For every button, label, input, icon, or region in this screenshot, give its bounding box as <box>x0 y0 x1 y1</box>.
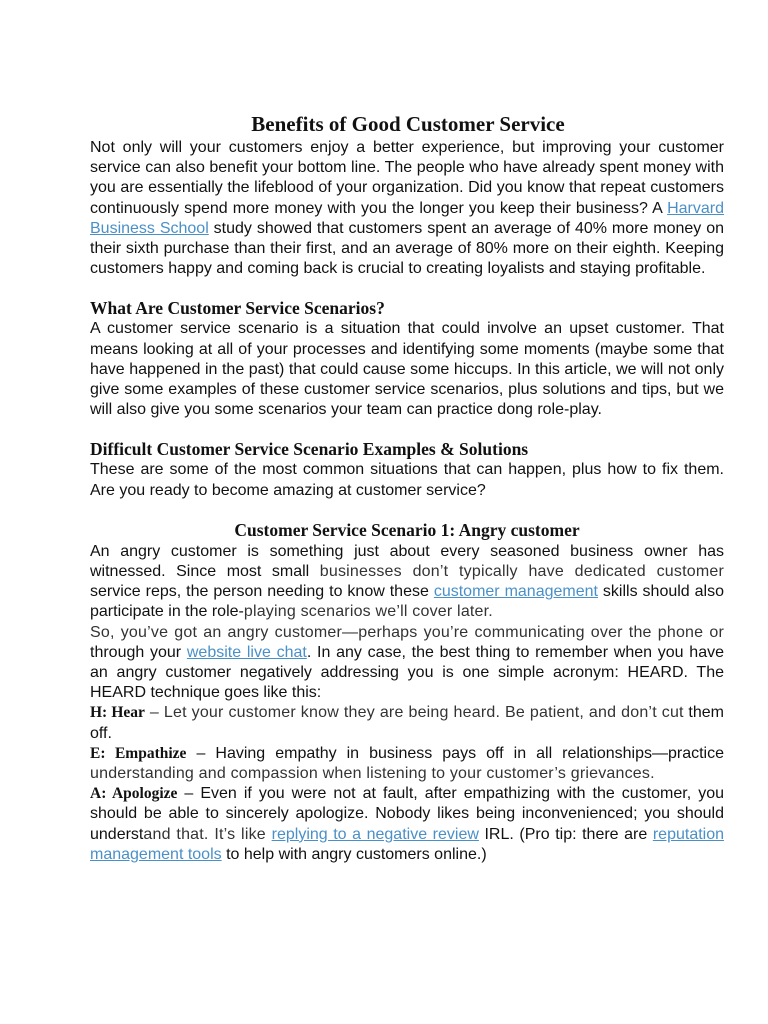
scenario-1-paragraph-1 <box>90 542 724 623</box>
scenario-1-heading: Customer Service Scenario 1: Angry customer <box>234 519 580 540</box>
empathize-text: – Having empathy in business pays off in all relationships—practice <box>186 744 725 762</box>
apologize-text-3: IRL. (Pro tip: there are <box>478 825 653 843</box>
scenario-1-text-2: businesses don’t typically have dedicated customer <box>319 563 724 581</box>
intro-paragraph <box>90 138 724 279</box>
apologize-text-2: and that. It’s like <box>143 825 272 843</box>
apologize-text-4: to help with angry customers online.) <box>221 845 487 863</box>
apologize-label: A: Apologize <box>90 785 178 803</box>
website-live-chat-link[interactable]: website live chat <box>186 643 307 661</box>
scenario-1-paragraph-2 <box>90 623 724 704</box>
empathize-text-2: understanding and compassion when listening to your customer’s grievances. <box>90 765 655 783</box>
scenario-1-text-3: service reps, the person needing to know these <box>90 583 434 601</box>
scenario-1-p2-text-1: So, you’ve got an angry customer—perhaps you’re communicating over the phone or <box>90 623 724 641</box>
hear-text: – Let your customer know they are being heard. Be patient, and don’t cut <box>144 704 684 722</box>
section-examples-body: These are some of the most common situations that can happen, plus how to fix them. Are you ready to become amazing at customer service? <box>90 461 724 499</box>
scenario-1-text-5: playing scenarios we’ll cover later. <box>243 603 493 621</box>
harvard-business-school-link[interactable]: Harvard Business School <box>90 199 724 237</box>
intro-text-2: study showed that customers spent an average of 40% more money on their sixth purchase than their first, and an average of 80% more on their eighth. Keeping customers happy and coming back is crucial to creating loyalists and staying profitable. <box>90 219 724 278</box>
scenario-1-text-4: skills should also participate in the role- <box>90 583 724 621</box>
heard-hear-item <box>90 703 724 743</box>
heard-empathize-item <box>90 744 724 784</box>
intro-text-1: Not only will your customers enjoy a better experience, but improving your customer service can also benefit your bottom line. The people who have already spent money with you are essentially the lifeblood of your organization. Did you know that repeat customers continuously spend more money with you the longer you keep their business? A <box>90 139 724 217</box>
hear-label: H: Hear <box>90 704 145 722</box>
section-heading-scenarios: What Are Customer Service Scenarios? <box>90 298 385 319</box>
empathize-label: E: Empathize <box>90 744 187 762</box>
scenario-1-text-1: An angry customer is something just about every seasoned business owner has witnessed. Since most small <box>90 542 724 581</box>
customer-management-link[interactable]: customer management <box>433 583 598 601</box>
hear-text-2: them off. <box>90 704 724 742</box>
scenario-1-p2-text-2: through your <box>90 643 187 661</box>
section-scenarios-body: A customer service scenario is a situation that could involve an upset customer. That means looking at all of your processes and identifying some moments (maybe some that have happened in the past) that could cause some hiccups. In this article, we will not only give some examples of these customer service scenarios, plus solutions and tips, but we will also give you some scenarios your team can practice dong role-play. <box>90 320 724 419</box>
reputation-management-tools-link[interactable]: reputation management tools <box>90 825 725 863</box>
heard-apologize-item <box>90 784 724 865</box>
replying-to-negative-review-link[interactable]: replying to a negative review <box>271 825 479 843</box>
scenario-1-p2-text-3: . In any case, the best thing to remember when you have an angry customer negatively addressing you is one simple acronym: HEARD. The HEARD technique goes like this: <box>90 643 725 702</box>
apologize-text: – Even if you were not at fault, after empathizing with the customer, you should be able to sincerely apologize. Nobody likes being inconvenienced; you should underst <box>90 785 724 843</box>
section-heading-examples: Difficult Customer Service Scenario Examples & Solutions <box>90 439 529 460</box>
document-title: Benefits of Good Customer Service <box>251 112 565 136</box>
